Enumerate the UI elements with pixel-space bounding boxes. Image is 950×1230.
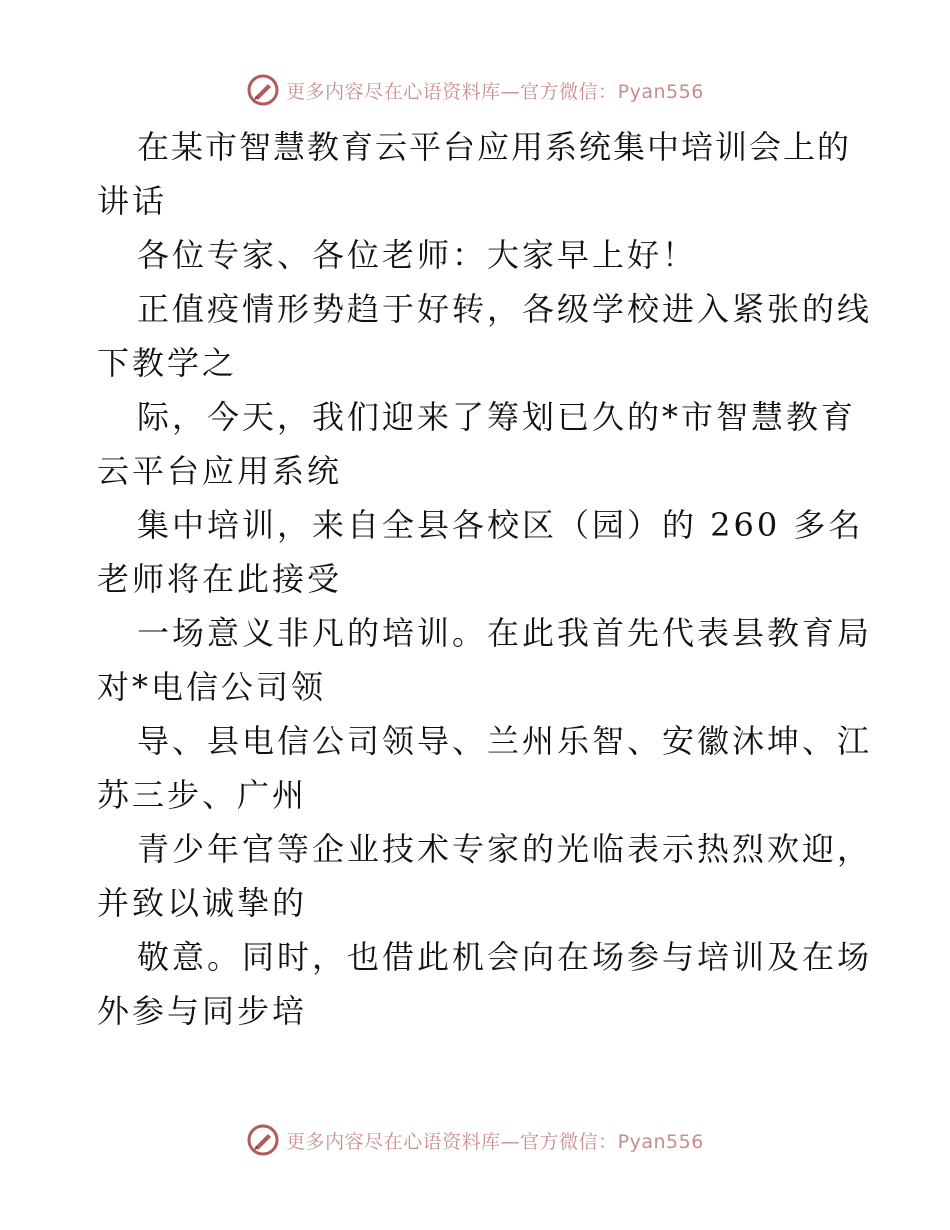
pen-circle-logo-icon: [246, 1123, 280, 1157]
header-watermark-text: 更多内容尽在心语资料库—官方微信：Pyan556: [286, 80, 704, 103]
doc-line: 对*电信公司领: [97, 668, 327, 706]
doc-line: 际，今天，我们迎来了筹划已久的*市智慧教育: [137, 398, 857, 436]
doc-line: 下教学之: [97, 344, 238, 382]
doc-title-line-1: 在某市智慧教育云平台应用系统集中培训会上的: [137, 128, 852, 166]
doc-title-line-2: 讲话: [97, 182, 168, 220]
doc-line: 一场意义非凡的培训。在此我首先代表县教育局: [137, 614, 873, 652]
doc-line: 导、县电信公司领导、兰州乐智、安徽沐坤、江: [137, 722, 873, 760]
doc-line: 云平台应用系统: [97, 452, 343, 490]
doc-line: 老师将在此接受: [97, 560, 343, 598]
doc-line: 敬意。同时，也借此机会向在场参与培训及在场: [137, 938, 873, 976]
doc-line: 各位专家、各位老师：大家早上好！: [137, 236, 698, 274]
header-watermark: [0, 70, 950, 110]
footer-watermark: [0, 1120, 950, 1160]
footer-watermark-text: 更多内容尽在心语资料库—官方微信：Pyan556: [286, 1130, 704, 1153]
doc-line: 正值疫情形势趋于好转，各级学校进入紧张的线: [137, 290, 873, 328]
doc-line: 苏三步、广州: [97, 776, 308, 814]
doc-line: 青少年官等企业技术专家的光临表示热烈欢迎，: [137, 830, 873, 868]
pen-circle-logo-icon: [246, 73, 280, 107]
doc-line: 外参与同步培: [97, 992, 308, 1030]
document-body: [97, 120, 873, 1038]
doc-line: 集中培训，来自全县各校区（园）的 260 多名: [137, 506, 864, 544]
doc-line: 并致以诚挚的: [97, 884, 308, 922]
